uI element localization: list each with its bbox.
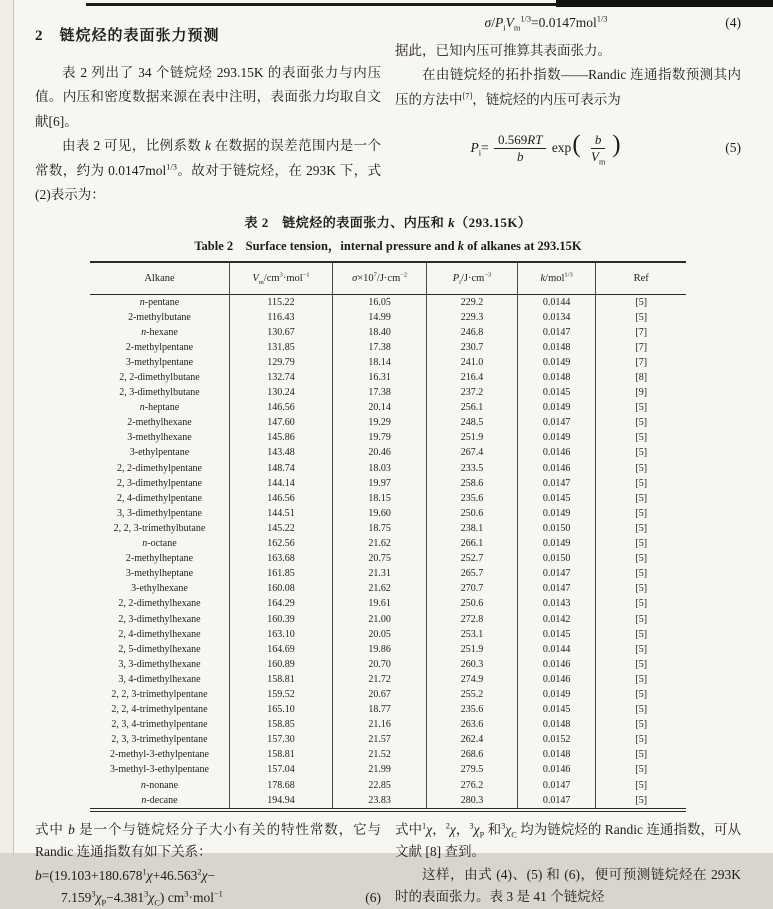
table-cell: 160.08 [229,581,332,596]
table-cell: [5] [596,657,686,672]
alkane-data-table [90,261,686,808]
table-cell: 2, 2-dimethylbutane [119,372,200,384]
table-cell: 163.68 [229,551,332,566]
column-header-k: k/mol$^{1/3}$ [517,262,596,295]
table-cell: 0.0147 [517,581,596,596]
table-cell: [5] [596,717,686,732]
table-row [90,355,686,370]
table-cell: 0.0149 [517,355,596,370]
table-cell: 20.75 [333,551,427,566]
table-cell: 16.05 [333,294,427,310]
table-cell: 21.16 [333,717,427,732]
table-row [90,611,686,626]
table-cell: 2-methylpentane [125,341,194,353]
table-cell: 237.2 [427,385,518,400]
section-heading [35,24,381,49]
table-cell: [5] [596,506,686,521]
table-cell: 0.0148 [517,370,596,385]
table-cell: 253.1 [427,627,518,642]
table-row [90,672,686,687]
bottom-right-column [395,819,741,909]
table-cell: 130.24 [229,385,332,400]
column-header-ref: Ref [596,262,686,295]
table-row [90,476,686,491]
table-cell: 20.05 [333,627,427,642]
equation-5 [395,122,741,174]
table-cell: 0.0147 [517,778,596,793]
table-row [90,732,686,747]
table-cell: [5] [596,461,686,476]
table-cell: 0.0146 [517,461,596,476]
table-cell: 0.0148 [517,340,596,355]
table-cell: n-octane [142,538,177,550]
paragraph: 由表 2 可见，比例系数 k 在数据的误差范围内是一个常数，约为 0.0147mol$^{1/3}$。故对于链烷烃，在 293K 下，式(2)表示为： [35,138,381,202]
table-cell: [5] [596,627,686,642]
table-header-row [90,262,686,295]
column-header-surface-tension: $\sigma\times 10^7/J\cdot cm^{-2}$ [333,262,427,295]
table-cell: 18.75 [333,521,427,536]
table-cell: [5] [596,536,686,551]
table-cell: 2-methyl-3-ethylpentane [110,749,209,761]
table-cell: 18.77 [333,702,427,717]
table-cell: [7] [596,325,686,340]
table-cell: 143.48 [229,445,332,460]
table-row [90,778,686,793]
table-row [90,687,686,702]
table-row [90,551,686,566]
table-row [90,596,686,611]
table-cell: 160.39 [229,611,332,626]
table-cell: 229.2 [427,294,518,310]
table-cell: 147.60 [229,415,332,430]
table-cell: [5] [596,732,686,747]
table-row [90,370,686,385]
table-cell: 256.1 [427,400,518,415]
section-title: 链烷烃的表面张力预测 [59,28,220,44]
table-cell: [5] [596,642,686,657]
table-row [90,747,686,762]
table-cell: 2, 3-dimethylhexane [118,613,201,625]
table-cell: 158.85 [229,717,332,732]
table-cell: 3, 4-dimethylhexane [118,673,201,685]
table-row [90,445,686,460]
equation-6-line1: $b=(19.103+180.678^1\chi+46.563^2\chi-$ [35,867,216,883]
column-header-internal-pressure: $P_i/J\cdot cm^{-3}$ [427,262,518,295]
table-cell: 14.99 [333,310,427,325]
left-paren: ( [572,130,581,158]
table-cell: 129.79 [229,355,332,370]
table-cell: 2-methylhexane [127,417,192,429]
table-cell: 21.52 [333,747,427,762]
top-left-column [35,8,381,208]
paragraph: 式中 b 是一个与链烷烃分子大小有关的特性常数，它与 Randic 连通指数有如下关系： [35,821,381,860]
equation-5-exp: exp [551,139,572,155]
table-cell: 272.8 [427,611,518,626]
column-header-alkane: Alkane [90,262,229,295]
table-cell: 146.56 [229,400,332,415]
table-cell: 276.2 [427,778,518,793]
table-row [90,294,686,310]
bottom-left-column [35,819,381,909]
table-cell: 18.03 [333,461,427,476]
table-row [90,340,686,355]
table-cell: 22.85 [333,778,427,793]
table-cell: 274.9 [427,672,518,687]
table-cell: 160.89 [229,657,332,672]
table-cell: 3-methylhexane [127,432,192,444]
table-cell: n-nonane [140,779,179,791]
table-cell: 164.69 [229,642,332,657]
table-cell: 19.61 [333,596,427,611]
table-cell: 2, 2-dimethylhexane [118,598,201,610]
table-row [90,310,686,325]
table-cell: 17.38 [333,385,427,400]
table-cell: [7] [596,355,686,370]
table-cell: 0.0149 [517,430,596,445]
table-cell: 260.3 [427,657,518,672]
equation-4 [395,11,741,36]
table-cell: 2, 2, 3-trimethylbutane [113,522,206,534]
table-cell: 194.94 [229,793,332,808]
table-cell: 158.81 [229,672,332,687]
table-cell: 252.7 [427,551,518,566]
table-row [90,642,686,657]
data-table-wrapper [90,261,686,812]
table-cell: 18.14 [333,355,427,370]
table-cell: [5] [596,445,686,460]
table-row [90,385,686,400]
table-cell: 115.22 [229,294,332,310]
equation-4-number: (4) [725,15,741,30]
table-cell: 21.99 [333,762,427,777]
table-cell: 279.5 [427,762,518,777]
table-cell: 130.67 [229,325,332,340]
table-cell: 216.4 [427,370,518,385]
table-cell: 2, 5-dimethylhexane [118,643,201,655]
table-cell: [5] [596,476,686,491]
table-cell: 116.43 [229,310,332,325]
table-cell: 3-methylpentane [125,356,194,368]
table-cell: 280.3 [427,793,518,808]
table-cell: 19.29 [333,415,427,430]
table-cell: 159.52 [229,687,332,702]
table-cell: 2, 3, 4-trimethylpentane [111,719,208,731]
table-cell: [5] [596,687,686,702]
table-cell: 21.62 [333,536,427,551]
table-cell: [5] [596,762,686,777]
table-cell: 19.86 [333,642,427,657]
table-row [90,762,686,777]
column-header-molar-volume: $V_m/cm^3\cdot mol^{-1}$ [229,262,332,295]
table-cell: [5] [596,747,686,762]
table-cell: 0.0148 [517,717,596,732]
table-caption-english: Table 2 Surface tension，internal pressure and k of alkanes at 293.15K [194,238,582,253]
table-cell: 258.6 [427,476,518,491]
table-cell: 0.0152 [517,732,596,747]
table-cell: 0.0142 [517,611,596,626]
table-cell: 2, 4-dimethylhexane [118,628,201,640]
table-caption-chinese: 表 2 链烷烃的表面张力、内压和 k（293.15K） [244,214,532,230]
table-row [90,581,686,596]
table-cell: [7] [596,340,686,355]
table-cell: 2, 3-dimethylpentane [116,477,202,489]
table-cell: 20.70 [333,657,427,672]
table-cell: 251.9 [427,642,518,657]
table-cell: [5] [596,672,686,687]
right-paren: ) [612,130,621,158]
table-cell: [5] [596,566,686,581]
table-cell: 233.5 [427,461,518,476]
scan-artifact-line-thick [556,0,773,7]
equation-5-body [395,132,697,165]
table-cell: [5] [596,400,686,415]
paragraph: 据此，已知内压可推算其表面张力。 [395,42,611,58]
table-cell: [5] [596,310,686,325]
table-cell: 230.7 [427,340,518,355]
table-cell: 145.86 [229,430,332,445]
table-cell: 263.6 [427,717,518,732]
table-cell: 255.2 [427,687,518,702]
table-cell: 246.8 [427,325,518,340]
fraction: $\frac{b}{V_m}$ [591,132,606,167]
table-caption [35,212,741,254]
table-cell: 2, 2, 3-trimethylpentane [111,688,208,700]
table-cell: 250.6 [427,506,518,521]
table-cell: [5] [596,793,686,808]
table-cell: 3-ethylpentane [129,447,190,459]
table-row [90,415,686,430]
table-cell: 161.85 [229,566,332,581]
table-cell: 16.31 [333,370,427,385]
table-cell: 0.0144 [517,642,596,657]
table-cell: 0.0146 [517,762,596,777]
paragraph: 式中$^1$χ，$^2$χ，$^3\chi_P$ 和$^3\chi_C$ 均为链烷烃的 Randic 连通指数，可从文献 [8] 查到。 [395,821,742,860]
table-cell: 162.56 [229,536,332,551]
table-row [90,657,686,672]
table-cell: 241.0 [427,355,518,370]
table-cell: 0.0147 [517,415,596,430]
table-row [90,325,686,340]
table-cell: 17.38 [333,340,427,355]
table-cell: 21.00 [333,611,427,626]
table-cell: [5] [596,596,686,611]
table-cell: [5] [596,294,686,310]
table-row [90,717,686,732]
table-cell: 0.0146 [517,445,596,460]
table-row [90,491,686,506]
table-cell: 0.0144 [517,294,596,310]
table-cell: 0.0145 [517,385,596,400]
fraction: $\frac{0.569RT}{b}$ [494,132,546,164]
table-row [90,627,686,642]
equation-5-number: (5) [725,139,741,155]
table-cell: 131.85 [229,340,332,355]
table-cell: 3-methylheptane [125,568,194,580]
table-cell: 238.1 [427,521,518,536]
table-cell: 146.56 [229,491,332,506]
table-row [90,400,686,415]
table-cell: 2, 2, 4-trimethylpentane [111,704,208,716]
table-cell: 251.9 [427,430,518,445]
table-cell: 19.79 [333,430,427,445]
table-cell: 250.6 [427,596,518,611]
table-header [90,262,686,295]
table-cell: 3, 3-dimethylhexane [118,658,201,670]
page-content [35,8,741,909]
table-cell: [5] [596,702,686,717]
table-cell: 3-methyl-3-ethylpentane [110,764,209,776]
table-cell: [5] [596,415,686,430]
table-cell: 270.7 [427,581,518,596]
table-cell: n-heptane [139,402,180,414]
table-cell: 18.40 [333,325,427,340]
table-cell: 21.57 [333,732,427,747]
table-cell: [9] [596,385,686,400]
table-cell: 229.3 [427,310,518,325]
table-cell: 248.5 [427,415,518,430]
table-cell: 0.0143 [517,596,596,611]
table-cell: 157.30 [229,732,332,747]
table-cell: 0.0146 [517,657,596,672]
table-cell: 19.60 [333,506,427,521]
table-cell: 144.51 [229,506,332,521]
table-row [90,430,686,445]
table-row [90,536,686,551]
scan-left-margin [0,0,14,853]
equation-6-line2: $7.159^3\chi_P-4.381^3\chi_C$) $cm^3\cdot mol^{-1}$ (6) [35,887,381,909]
table-cell: 21.62 [333,581,427,596]
paragraph: 这样，由式 (4)、(5) 和 (6)，便可预测链烷烃在 293K 时的表面张力。表 3 是 41 个链烷烃 [395,866,741,905]
table-cell: 23.83 [333,793,427,808]
table-cell: 132.74 [229,370,332,385]
table-cell: 0.0134 [517,310,596,325]
table-cell: 267.4 [427,445,518,460]
table-cell: 2-methylheptane [125,553,194,565]
equation-5-lhs: $P_i=$ [470,139,489,158]
table-cell: [5] [596,611,686,626]
table-cell: 0.0147 [517,793,596,808]
table-cell: 0.0147 [517,325,596,340]
table-cell: 0.0149 [517,536,596,551]
table-cell: 20.14 [333,400,427,415]
table-cell: n-pentane [139,296,180,308]
table-cell: n-hexane [141,326,178,338]
table-cell: 178.68 [229,778,332,793]
top-right-column [395,8,741,208]
table-row [90,793,686,808]
table-cell: 144.14 [229,476,332,491]
table-cell: [5] [596,581,686,596]
table-cell: 157.04 [229,762,332,777]
table-cell: 0.0148 [517,747,596,762]
table-cell: [5] [596,491,686,506]
table-row [90,506,686,521]
table-cell: [5] [596,551,686,566]
table-cell: 0.0150 [517,551,596,566]
equation-6 [35,865,381,909]
table-cell: 2-methylbutane [128,311,191,323]
paragraph: 在由链烷烃的拓扑指数——Randic 连通指数预测其内压的方法中[7]，链烷烃的内压可表示为 [395,67,741,107]
table-cell: 0.0149 [517,687,596,702]
table-cell: 235.6 [427,702,518,717]
table-cell: 235.6 [427,491,518,506]
table-cell: 21.72 [333,672,427,687]
paragraph: 表 2 列出了 34 个链烷烃 293.15K 的表面张力与内压值。内压和密度数据来源在表中注明，表面张力均取自文献[6]。 [35,64,381,129]
table-cell: [5] [596,521,686,536]
table-row [90,702,686,717]
table-cell: 2, 3, 3-trimethylpentane [111,734,208,746]
table-cell: 2, 4-dimethylpentane [116,492,202,504]
table-cell: 0.0145 [517,491,596,506]
table-cell: 21.31 [333,566,427,581]
table-cell: 164.29 [229,596,332,611]
table-cell: 265.7 [427,566,518,581]
table-cell: 18.15 [333,491,427,506]
table-cell: 0.0147 [517,476,596,491]
table-cell: 2, 2-dimethylpentane [116,462,202,474]
table-cell: 19.97 [333,476,427,491]
table-cell: 0.0145 [517,702,596,717]
table-cell: 0.0146 [517,672,596,687]
table-cell: 20.46 [333,445,427,460]
table-cell: 0.0149 [517,506,596,521]
table-cell: 0.0150 [517,521,596,536]
table-cell: 163.10 [229,627,332,642]
top-columns [35,8,741,208]
table-cell: 0.0149 [517,400,596,415]
table-cell: 3-ethylhexane [131,583,188,595]
bottom-columns [35,819,741,909]
table-cell: 0.0147 [517,566,596,581]
table-cell: [8] [596,370,686,385]
table-cell: 0.0145 [517,627,596,642]
table-cell: 20.67 [333,687,427,702]
table-cell: 158.81 [229,747,332,762]
table-cell: 268.6 [427,747,518,762]
table-cell: 3, 3-dimethylpentane [116,507,202,519]
table-row [90,566,686,581]
table-body [90,294,686,808]
section-number: 2 [35,28,44,44]
table-cell: 266.1 [427,536,518,551]
table-row [90,521,686,536]
equation-6-number: (6) [365,889,381,905]
table-cell: 2, 3-dimethylbutane [119,387,200,399]
table-row [90,461,686,476]
table-cell: 262.4 [427,732,518,747]
table-cell: [5] [596,430,686,445]
table-cell: 165.10 [229,702,332,717]
table-cell: n-decane [141,794,178,806]
table-cell: 148.74 [229,461,332,476]
table-cell: 145.22 [229,521,332,536]
equation-4-body: $\sigma/P_iV_m^{1/3}=0.0147mol^{1/3}$ [484,14,608,34]
table-cell: [5] [596,778,686,793]
